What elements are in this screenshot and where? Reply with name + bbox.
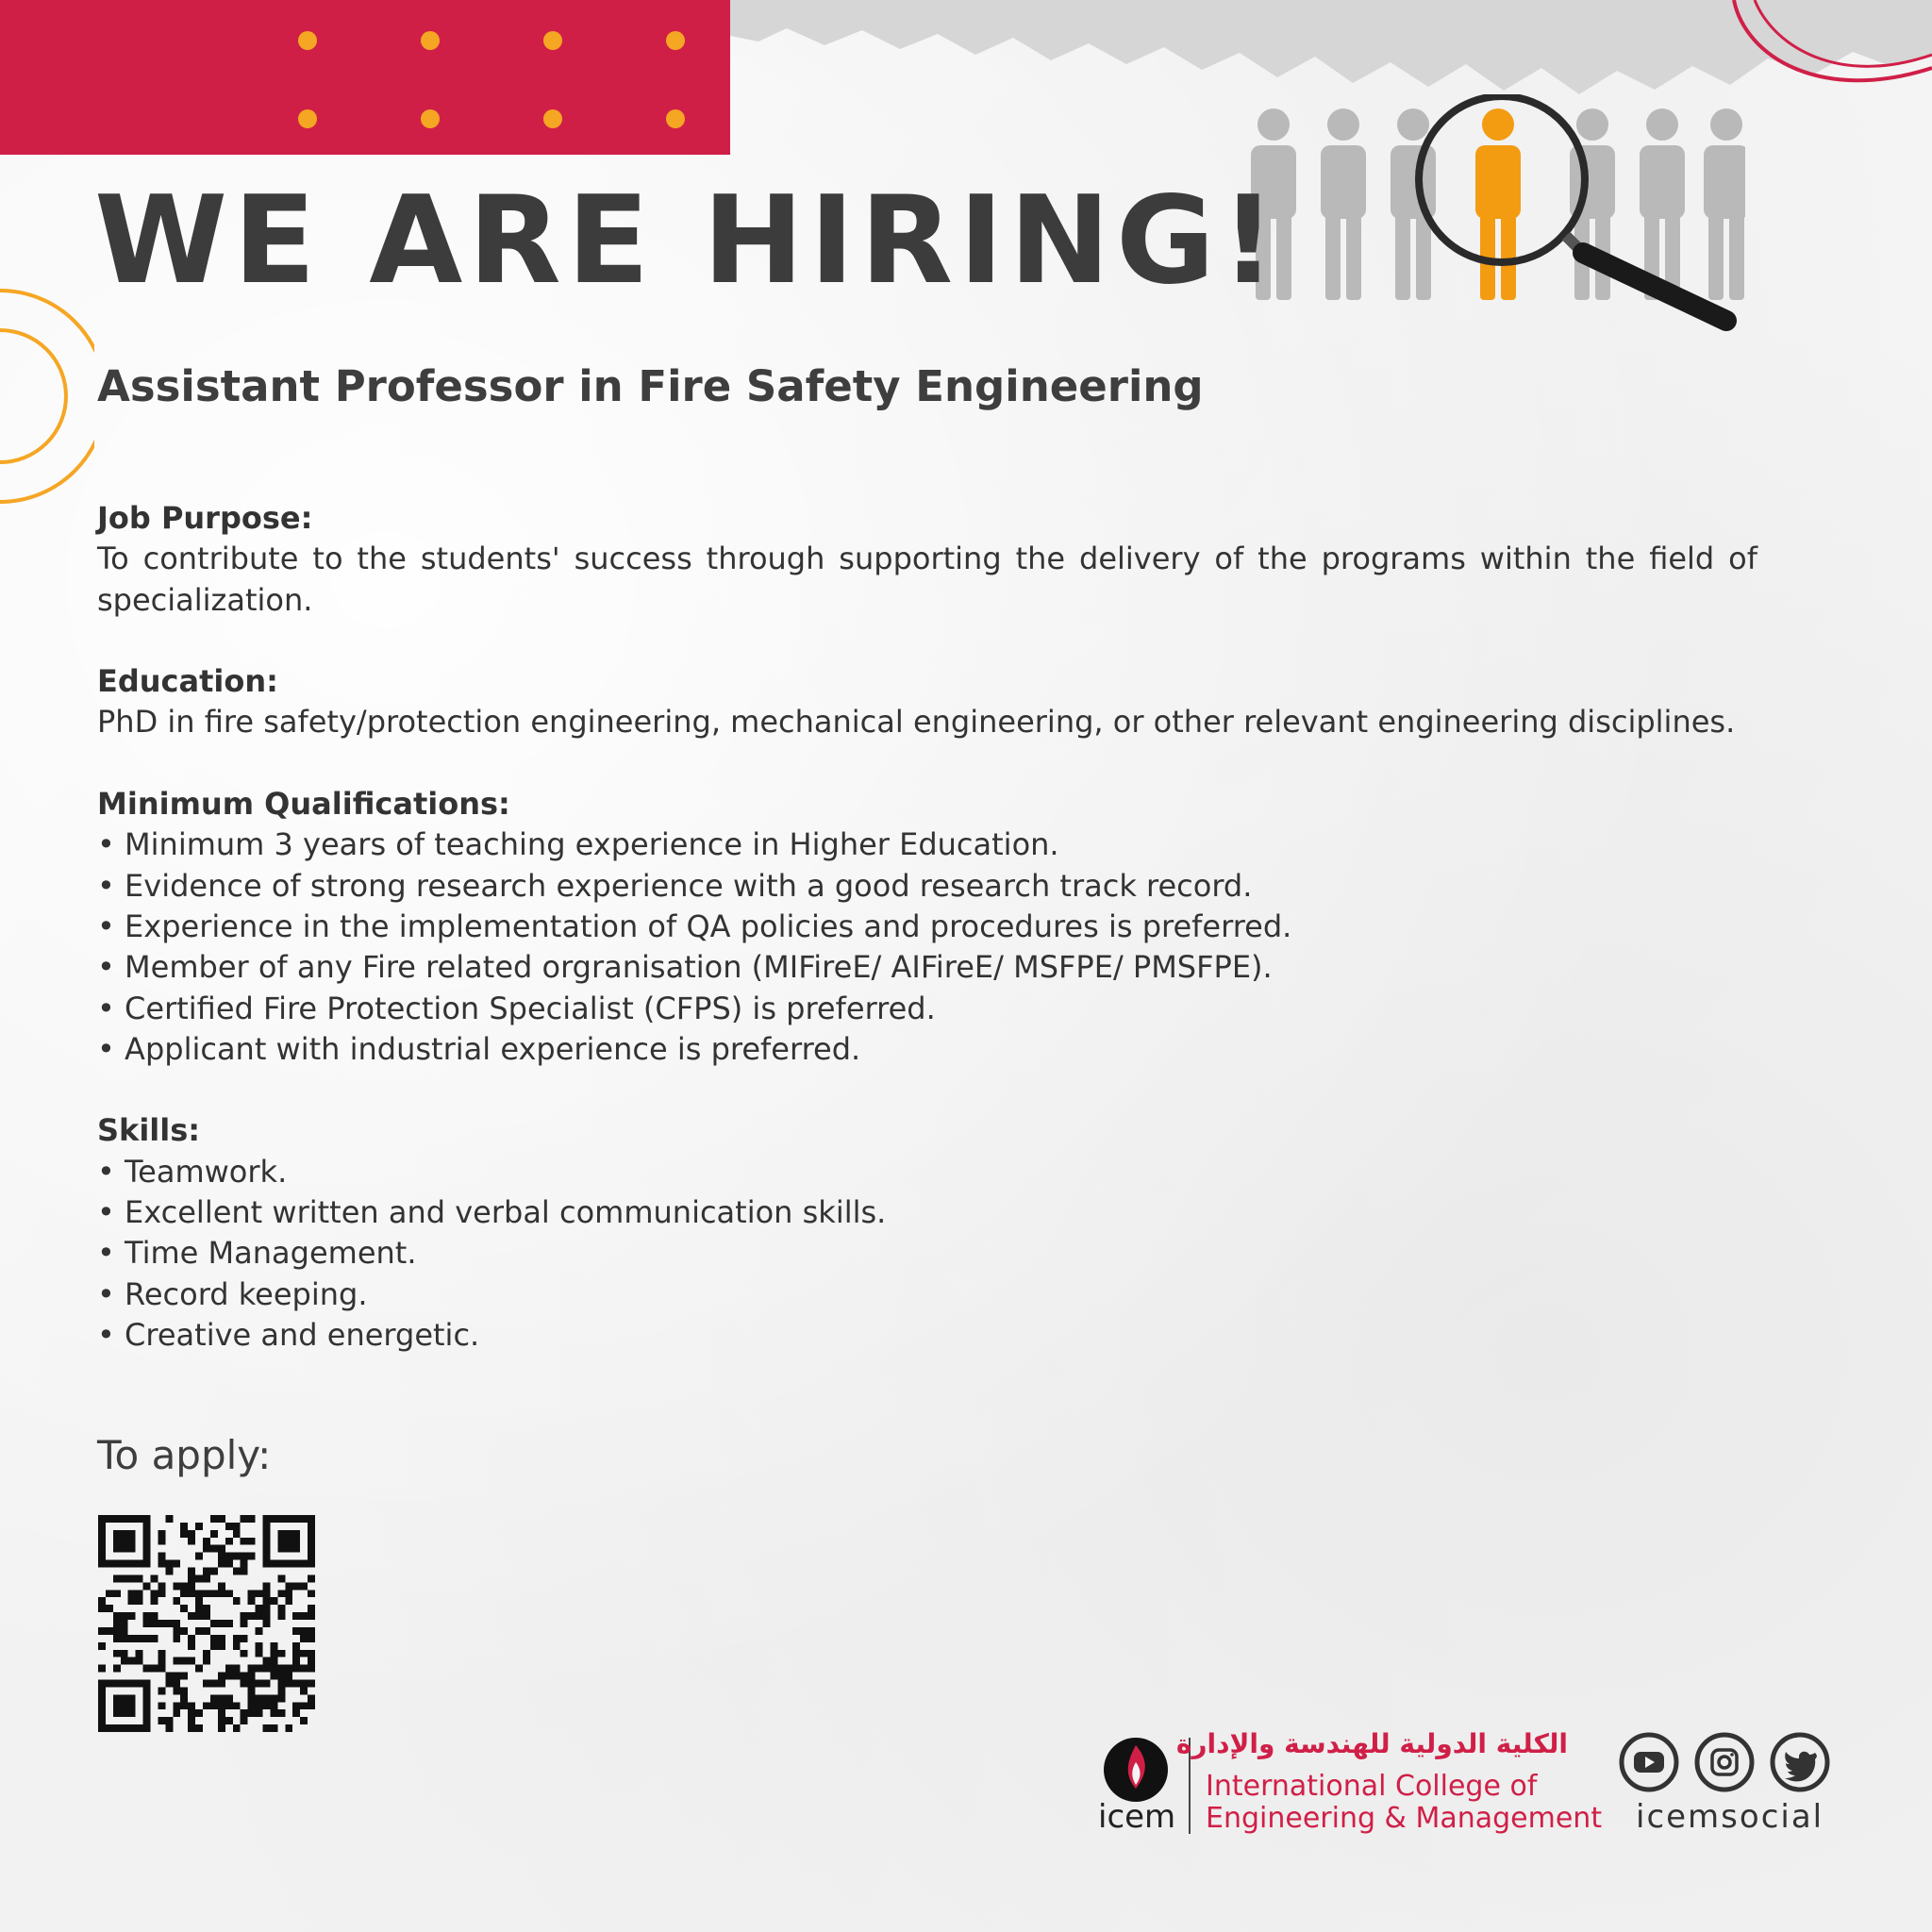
job-title: Assistant Professor in Fire Safety Engineering (97, 361, 1204, 411)
decor-dot (298, 31, 317, 50)
list-item: • Creative and energetic. (97, 1315, 1795, 1356)
skills-title: Skills: (97, 1112, 201, 1149)
qualifications-title: Minimum Qualifications: (97, 786, 510, 823)
social-handle: icemsocial (1636, 1798, 1824, 1836)
people-magnifier-icon (1236, 94, 1745, 340)
job-description (97, 498, 1795, 1356)
list-item: • Experience in the implementation of QA policies and procedures is preferred. (97, 907, 1795, 947)
qualifications-list (97, 824, 1795, 1070)
college-name-line1: International College of (1206, 1770, 1538, 1803)
decor-dot (666, 31, 685, 50)
purpose-text: To contribute to the students' success through supporting the delivery of the programs within the field of specialization. (97, 541, 1757, 618)
twitter-icon[interactable] (1770, 1732, 1830, 1792)
education-title: Education: (97, 663, 278, 700)
instagram-icon[interactable] (1694, 1732, 1755, 1792)
skills-list (97, 1152, 1795, 1356)
list-item: • Teamwork. (97, 1152, 1795, 1192)
icem-logo-icon (1100, 1734, 1172, 1806)
apply-qr-code[interactable] (98, 1515, 315, 1732)
red-header-band (0, 0, 730, 155)
decor-dot (666, 109, 685, 128)
decor-dot (543, 109, 562, 128)
list-item: • Member of any Fire related orgranisation (MIFireE/ AIFireE/ MSFPE/ PMSFPE). (97, 947, 1795, 988)
decor-dot (421, 109, 440, 128)
list-item: • Evidence of strong research experience with a good research track record. (97, 866, 1795, 907)
list-item: • Certified Fire Protection Specialist (CFPS) is preferred. (97, 989, 1795, 1029)
headline: WE ARE HIRING! (94, 171, 1282, 311)
decor-dot (543, 31, 562, 50)
list-item: • Time Management. (97, 1233, 1795, 1274)
decor-arc-orange (0, 283, 94, 509)
apply-label: To apply: (97, 1432, 272, 1478)
education-text: PhD in fire safety/protection engineering, mechanical engineering, or other relevant engineering disciplines. (97, 704, 1736, 741)
purpose-title: Job Purpose: (97, 500, 313, 536)
decor-dot (298, 109, 317, 128)
list-item: • Excellent written and verbal communication skills. (97, 1192, 1795, 1233)
youtube-icon[interactable] (1619, 1732, 1679, 1792)
college-name-line2: Engineering & Management (1206, 1802, 1603, 1835)
decor-dot (421, 31, 440, 50)
list-item: • Minimum 3 years of teaching experience in Higher Education. (97, 824, 1795, 865)
logo-wordmark: icem (1098, 1798, 1176, 1836)
list-item: • Record keeping. (97, 1274, 1795, 1315)
list-item: • Applicant with industrial experience is preferred. (97, 1029, 1795, 1070)
college-name-arabic: الكلية الدولية للهندسة والإدارة (1175, 1728, 1568, 1759)
decor-arc-red (1717, 0, 1932, 104)
